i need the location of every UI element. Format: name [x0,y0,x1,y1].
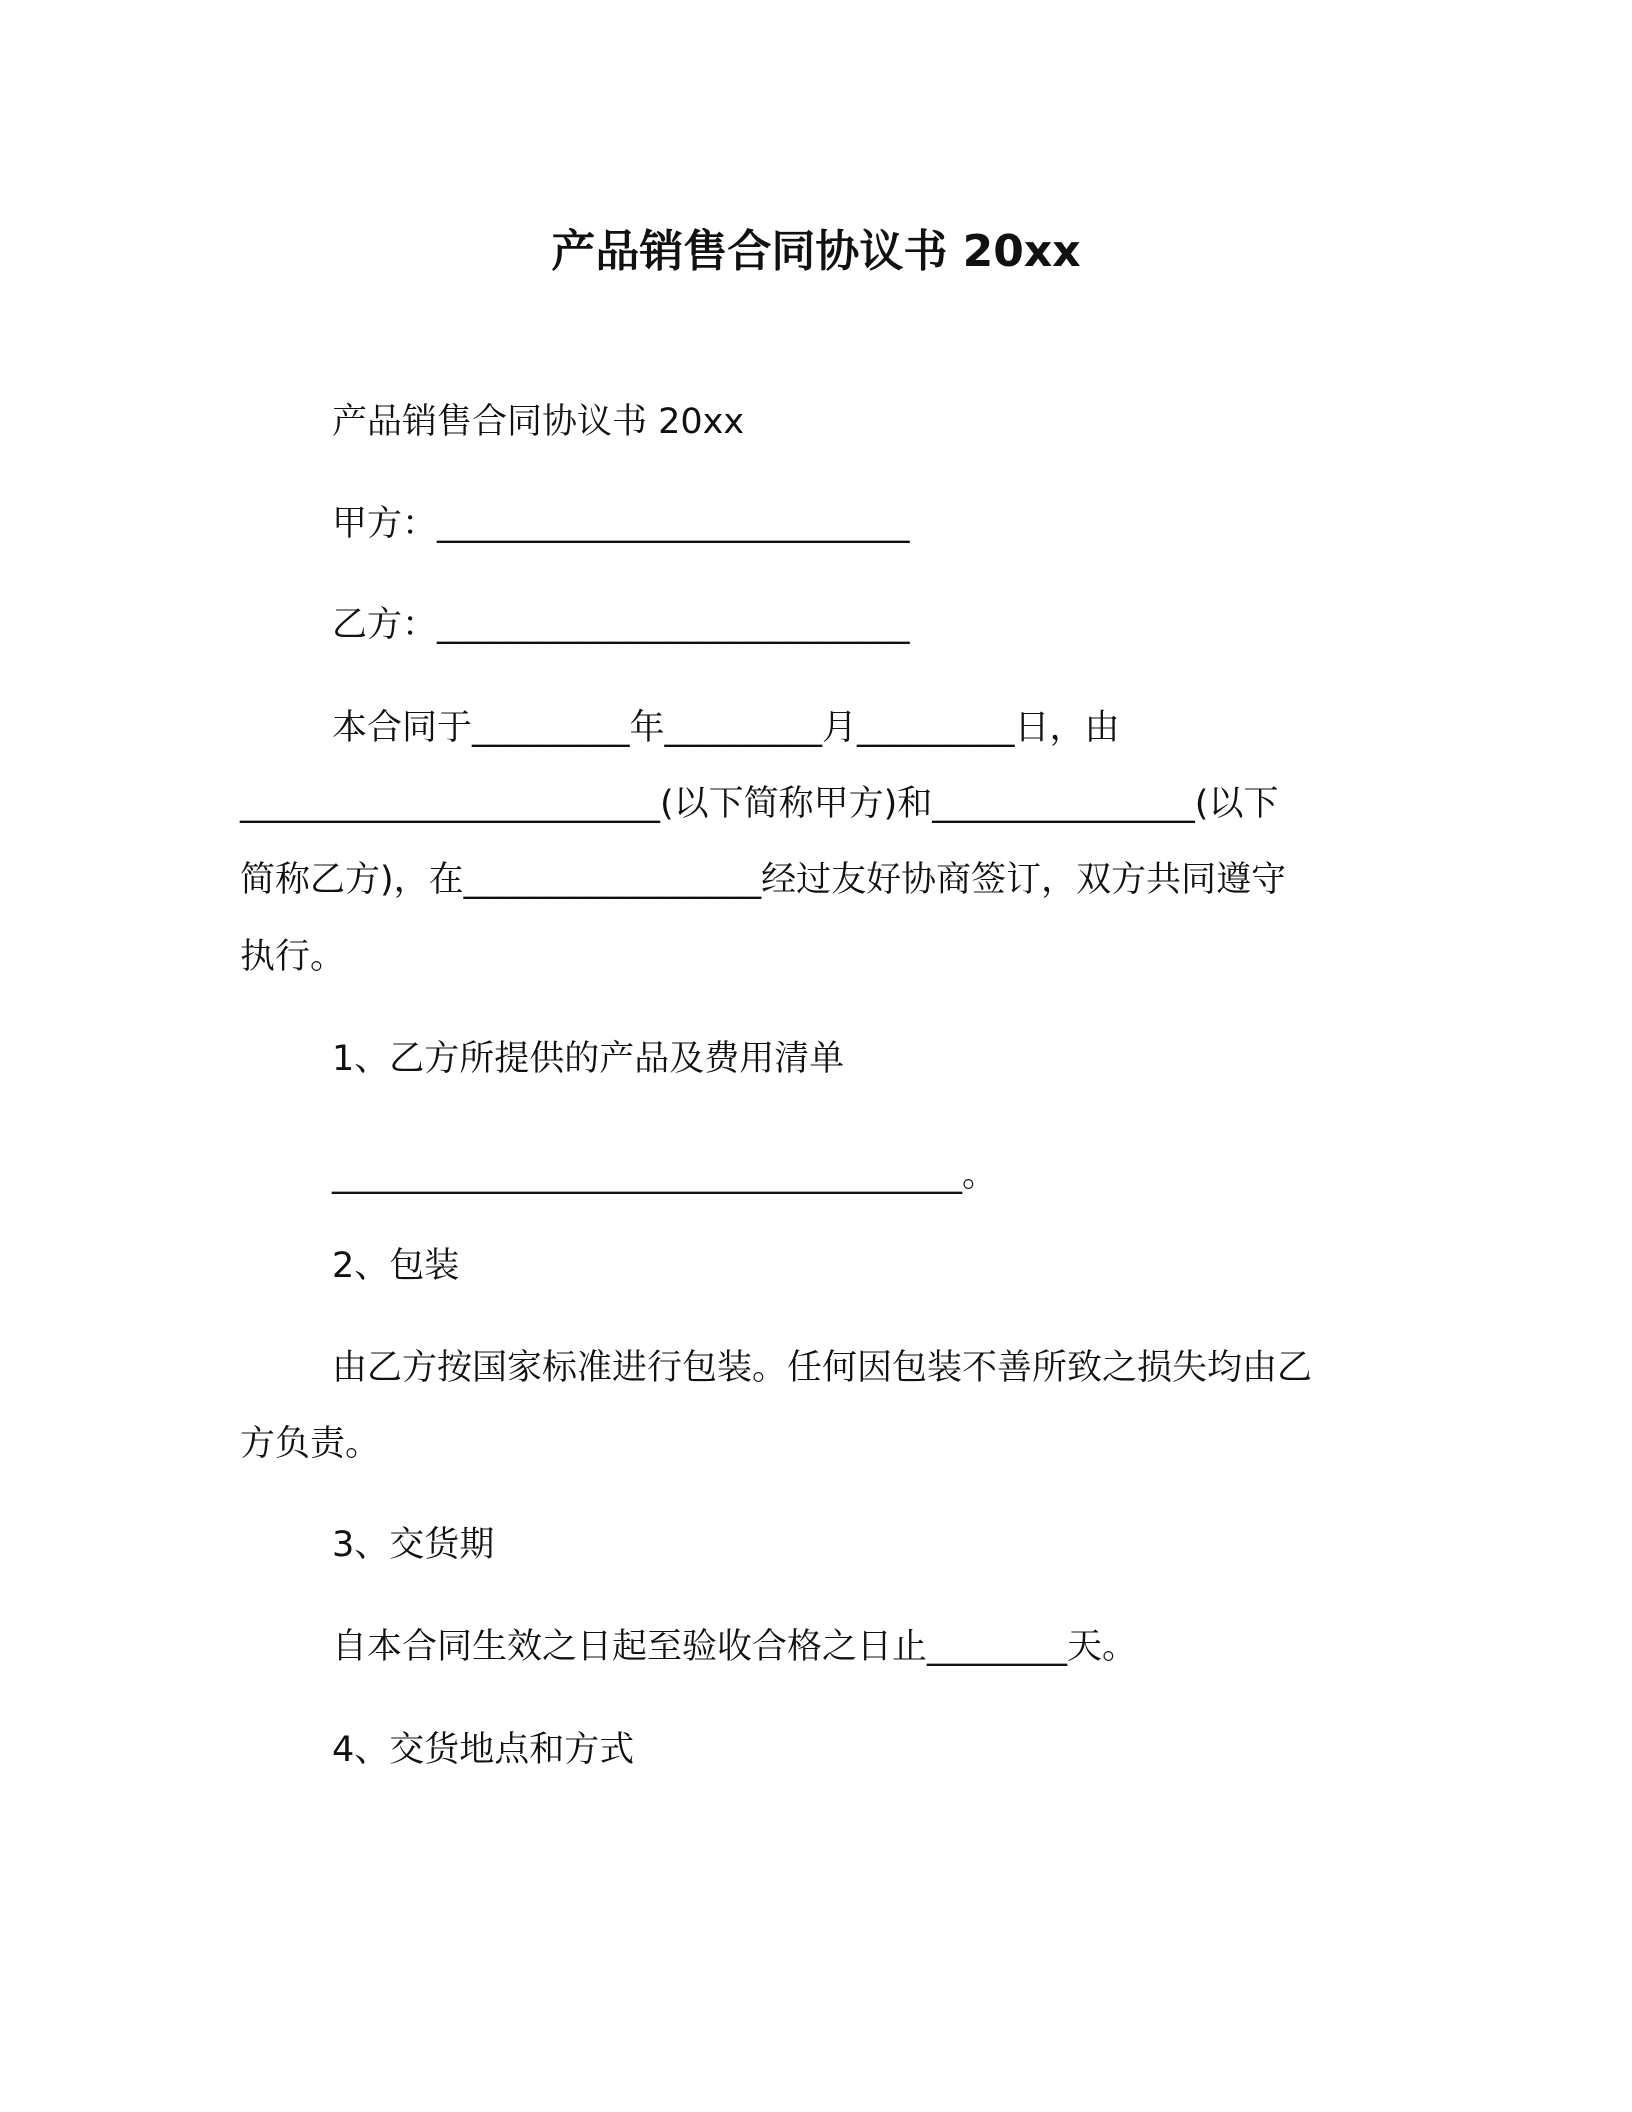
party-b-line: 乙方：___________________________ [332,605,910,645]
contract-intro-line-4: 执行。 [240,937,346,977]
section-4-heading: 4、交货地点和方式 [332,1730,635,1770]
section-3-text: 自本合同生效之日起至验收合格之日止________天。 [332,1627,1138,1667]
section-3-heading: 3、交货期 [332,1525,495,1565]
party-a-line: 甲方：___________________________ [332,504,910,544]
contract-intro-line-1: 本合同于_________年_________月_________日，由 [332,708,1120,748]
contract-intro-line-2: ________________________(以下简称甲方)和_______________(以下 [240,784,1279,824]
section-2-text-line-2: 方负责。 [240,1424,381,1464]
section-2-heading: 2、包装 [332,1246,460,1286]
section-1-blank-line: ____________________________________。 [332,1155,998,1195]
document-title: 产品销售合同协议书 20xx [551,226,1081,277]
contract-intro-line-3: 简称乙方)，在_________________经过友好协商签订，双方共同遵守 [240,860,1287,900]
section-1-heading: 1、乙方所提供的产品及费用清单 [332,1039,845,1079]
section-2-text-line-1: 由乙方按国家标准进行包装。任何因包装不善所致之损失均由乙 [332,1348,1313,1388]
subtitle-line: 产品销售合同协议书 20xx [332,402,745,442]
